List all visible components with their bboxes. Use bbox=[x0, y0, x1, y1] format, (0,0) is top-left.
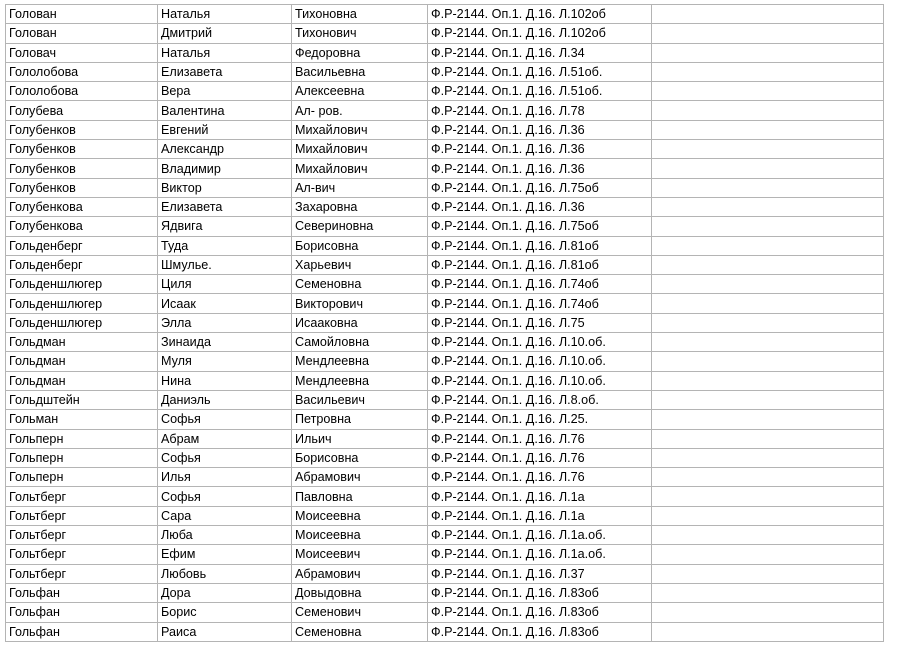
first-name-cell: Любовь bbox=[158, 564, 292, 583]
empty-cell bbox=[652, 24, 884, 43]
archive-reference-cell: Ф.Р-2144. Оп.1. Д.16. Л.34 bbox=[428, 43, 652, 62]
table-row bbox=[6, 410, 884, 429]
first-name-cell: Евгений bbox=[158, 120, 292, 139]
surname-cell: Гольтберг bbox=[6, 545, 158, 564]
archive-reference-cell: Ф.Р-2144. Оп.1. Д.16. Л.1а.об. bbox=[428, 545, 652, 564]
surname-cell: Голубева bbox=[6, 101, 158, 120]
surname-cell: Гольфан bbox=[6, 583, 158, 602]
patronymic-cell: Семеновна bbox=[292, 275, 428, 294]
first-name-cell: Елизавета bbox=[158, 197, 292, 216]
archive-reference-cell: Ф.Р-2144. Оп.1. Д.16. Л.81об bbox=[428, 236, 652, 255]
table-row bbox=[6, 603, 884, 622]
table-row bbox=[6, 333, 884, 352]
surname-cell: Гололобова bbox=[6, 82, 158, 101]
surname-cell: Гольдман bbox=[6, 333, 158, 352]
surname-cell: Гольденшлюгер bbox=[6, 275, 158, 294]
patronymic-cell: Тихоновна bbox=[292, 5, 428, 24]
patronymic-cell: Михайлович bbox=[292, 159, 428, 178]
table-row bbox=[6, 352, 884, 371]
first-name-cell: Исаак bbox=[158, 294, 292, 313]
empty-cell bbox=[652, 429, 884, 448]
archive-reference-cell: Ф.Р-2144. Оп.1. Д.16. Л.25. bbox=[428, 410, 652, 429]
empty-cell bbox=[652, 140, 884, 159]
surname-cell: Гольтберг bbox=[6, 564, 158, 583]
surname-cell: Голован bbox=[6, 24, 158, 43]
patronymic-cell: Мендлеевна bbox=[292, 352, 428, 371]
table-row bbox=[6, 468, 884, 487]
archive-reference-cell: Ф.Р-2144. Оп.1. Д.16. Л.1а bbox=[428, 506, 652, 525]
patronymic-cell: Севериновна bbox=[292, 217, 428, 236]
table-row bbox=[6, 62, 884, 81]
empty-cell bbox=[652, 487, 884, 506]
patronymic-cell: Васильевич bbox=[292, 390, 428, 409]
first-name-cell: Элла bbox=[158, 313, 292, 332]
empty-cell bbox=[652, 5, 884, 24]
patronymic-cell: Викторович bbox=[292, 294, 428, 313]
empty-cell bbox=[652, 217, 884, 236]
surname-cell: Гололобова bbox=[6, 62, 158, 81]
first-name-cell: Раиса bbox=[158, 622, 292, 641]
archive-reference-cell: Ф.Р-2144. Оп.1. Д.16. Л.102об bbox=[428, 5, 652, 24]
table-row bbox=[6, 120, 884, 139]
archive-reference-cell: Ф.Р-2144. Оп.1. Д.16. Л.83об bbox=[428, 603, 652, 622]
patronymic-cell: Ильич bbox=[292, 429, 428, 448]
table-row bbox=[6, 583, 884, 602]
patronymic-cell: Ал- ров. bbox=[292, 101, 428, 120]
archive-reference-cell: Ф.Р-2144. Оп.1. Д.16. Л.10.об. bbox=[428, 352, 652, 371]
first-name-cell: Валентина bbox=[158, 101, 292, 120]
surname-cell: Голубенкова bbox=[6, 197, 158, 216]
surname-cell: Гольперн bbox=[6, 429, 158, 448]
empty-cell bbox=[652, 352, 884, 371]
archive-reference-cell: Ф.Р-2144. Оп.1. Д.16. Л.76 bbox=[428, 468, 652, 487]
archive-reference-cell: Ф.Р-2144. Оп.1. Д.16. Л.75об bbox=[428, 178, 652, 197]
patronymic-cell: Павловна bbox=[292, 487, 428, 506]
first-name-cell: Илья bbox=[158, 468, 292, 487]
patronymic-cell: Борисовна bbox=[292, 236, 428, 255]
archive-reference-cell: Ф.Р-2144. Оп.1. Д.16. Л.37 bbox=[428, 564, 652, 583]
empty-cell bbox=[652, 62, 884, 81]
archive-records-body bbox=[6, 5, 884, 642]
first-name-cell: Наталья bbox=[158, 43, 292, 62]
table-row bbox=[6, 313, 884, 332]
patronymic-cell: Самойловна bbox=[292, 333, 428, 352]
surname-cell: Гольдман bbox=[6, 352, 158, 371]
first-name-cell: Муля bbox=[158, 352, 292, 371]
first-name-cell: Сара bbox=[158, 506, 292, 525]
first-name-cell: Ефим bbox=[158, 545, 292, 564]
empty-cell bbox=[652, 468, 884, 487]
surname-cell: Гольтберг bbox=[6, 487, 158, 506]
table-row bbox=[6, 564, 884, 583]
table-row bbox=[6, 487, 884, 506]
table-row bbox=[6, 140, 884, 159]
surname-cell: Голубенков bbox=[6, 140, 158, 159]
surname-cell: Гольдштейн bbox=[6, 390, 158, 409]
patronymic-cell: Федоровна bbox=[292, 43, 428, 62]
archive-reference-cell: Ф.Р-2144. Оп.1. Д.16. Л.36 bbox=[428, 140, 652, 159]
archive-reference-cell: Ф.Р-2144. Оп.1. Д.16. Л.76 bbox=[428, 429, 652, 448]
empty-cell bbox=[652, 294, 884, 313]
first-name-cell: Даниэль bbox=[158, 390, 292, 409]
archive-reference-cell: Ф.Р-2144. Оп.1. Д.16. Л.10.об. bbox=[428, 333, 652, 352]
empty-cell bbox=[652, 603, 884, 622]
archive-reference-cell: Ф.Р-2144. Оп.1. Д.16. Л.76 bbox=[428, 448, 652, 467]
patronymic-cell: Михайлович bbox=[292, 120, 428, 139]
first-name-cell: Абрам bbox=[158, 429, 292, 448]
archive-reference-cell: Ф.Р-2144. Оп.1. Д.16. Л.78 bbox=[428, 101, 652, 120]
surname-cell: Голубенков bbox=[6, 120, 158, 139]
empty-cell bbox=[652, 410, 884, 429]
surname-cell: Гольдман bbox=[6, 371, 158, 390]
patronymic-cell: Захаровна bbox=[292, 197, 428, 216]
surname-cell: Гольперн bbox=[6, 448, 158, 467]
empty-cell bbox=[652, 178, 884, 197]
empty-cell bbox=[652, 545, 884, 564]
table-row bbox=[6, 101, 884, 120]
empty-cell bbox=[652, 313, 884, 332]
empty-cell bbox=[652, 506, 884, 525]
surname-cell: Гольман bbox=[6, 410, 158, 429]
surname-cell: Гольденберг bbox=[6, 255, 158, 274]
patronymic-cell: Борисовна bbox=[292, 448, 428, 467]
archive-records-table bbox=[5, 4, 884, 642]
table-row bbox=[6, 622, 884, 641]
first-name-cell: Наталья bbox=[158, 5, 292, 24]
archive-reference-cell: Ф.Р-2144. Оп.1. Д.16. Л.74об bbox=[428, 294, 652, 313]
first-name-cell: Виктор bbox=[158, 178, 292, 197]
patronymic-cell: Моисеевич bbox=[292, 545, 428, 564]
patronymic-cell: Абрамович bbox=[292, 468, 428, 487]
surname-cell: Гольденшлюгер bbox=[6, 294, 158, 313]
surname-cell: Гольденшлюгер bbox=[6, 313, 158, 332]
archive-reference-cell: Ф.Р-2144. Оп.1. Д.16. Л.1а.об. bbox=[428, 526, 652, 545]
empty-cell bbox=[652, 583, 884, 602]
first-name-cell: Дмитрий bbox=[158, 24, 292, 43]
patronymic-cell: Довыдовна bbox=[292, 583, 428, 602]
table-row bbox=[6, 5, 884, 24]
patronymic-cell: Васильевна bbox=[292, 62, 428, 81]
first-name-cell: Софья bbox=[158, 487, 292, 506]
patronymic-cell: Семеновна bbox=[292, 622, 428, 641]
archive-reference-cell: Ф.Р-2144. Оп.1. Д.16. Л.74об bbox=[428, 275, 652, 294]
empty-cell bbox=[652, 197, 884, 216]
empty-cell bbox=[652, 43, 884, 62]
empty-cell bbox=[652, 564, 884, 583]
empty-cell bbox=[652, 448, 884, 467]
empty-cell bbox=[652, 101, 884, 120]
surname-cell: Головач bbox=[6, 43, 158, 62]
archive-reference-cell: Ф.Р-2144. Оп.1. Д.16. Л.36 bbox=[428, 197, 652, 216]
first-name-cell: Нина bbox=[158, 371, 292, 390]
surname-cell: Гольфан bbox=[6, 603, 158, 622]
first-name-cell: Софья bbox=[158, 410, 292, 429]
first-name-cell: Шмулье. bbox=[158, 255, 292, 274]
archive-reference-cell: Ф.Р-2144. Оп.1. Д.16. Л.81об bbox=[428, 255, 652, 274]
archive-reference-cell: Ф.Р-2144. Оп.1. Д.16. Л.8.об. bbox=[428, 390, 652, 409]
archive-reference-cell: Ф.Р-2144. Оп.1. Д.16. Л.36 bbox=[428, 120, 652, 139]
archive-reference-cell: Ф.Р-2144. Оп.1. Д.16. Л.83об bbox=[428, 583, 652, 602]
first-name-cell: Зинаида bbox=[158, 333, 292, 352]
table-row bbox=[6, 545, 884, 564]
empty-cell bbox=[652, 82, 884, 101]
archive-reference-cell: Ф.Р-2144. Оп.1. Д.16. Л.51об. bbox=[428, 62, 652, 81]
first-name-cell: Туда bbox=[158, 236, 292, 255]
table-row bbox=[6, 43, 884, 62]
patronymic-cell: Алексеевна bbox=[292, 82, 428, 101]
table-row bbox=[6, 275, 884, 294]
surname-cell: Гольтберг bbox=[6, 526, 158, 545]
empty-cell bbox=[652, 275, 884, 294]
table-row bbox=[6, 178, 884, 197]
table-row bbox=[6, 24, 884, 43]
patronymic-cell: Михайлович bbox=[292, 140, 428, 159]
table-row bbox=[6, 390, 884, 409]
empty-cell bbox=[652, 120, 884, 139]
first-name-cell: Циля bbox=[158, 275, 292, 294]
table-row bbox=[6, 82, 884, 101]
surname-cell: Гольфан bbox=[6, 622, 158, 641]
empty-cell bbox=[652, 255, 884, 274]
table-row bbox=[6, 255, 884, 274]
empty-cell bbox=[652, 526, 884, 545]
table-row bbox=[6, 506, 884, 525]
table-row bbox=[6, 217, 884, 236]
archive-reference-cell: Ф.Р-2144. Оп.1. Д.16. Л.75 bbox=[428, 313, 652, 332]
surname-cell: Голован bbox=[6, 5, 158, 24]
first-name-cell: Люба bbox=[158, 526, 292, 545]
patronymic-cell: Петровна bbox=[292, 410, 428, 429]
patronymic-cell: Мендлеевна bbox=[292, 371, 428, 390]
empty-cell bbox=[652, 371, 884, 390]
first-name-cell: Ядвига bbox=[158, 217, 292, 236]
patronymic-cell: Моисеевна bbox=[292, 506, 428, 525]
first-name-cell: Вера bbox=[158, 82, 292, 101]
table-row bbox=[6, 526, 884, 545]
table-row bbox=[6, 159, 884, 178]
empty-cell bbox=[652, 390, 884, 409]
surname-cell: Голубенков bbox=[6, 159, 158, 178]
patronymic-cell: Семенович bbox=[292, 603, 428, 622]
patronymic-cell: Ал-вич bbox=[292, 178, 428, 197]
empty-cell bbox=[652, 622, 884, 641]
archive-reference-cell: Ф.Р-2144. Оп.1. Д.16. Л.75об bbox=[428, 217, 652, 236]
surname-cell: Гольденберг bbox=[6, 236, 158, 255]
empty-cell bbox=[652, 333, 884, 352]
archive-reference-cell: Ф.Р-2144. Оп.1. Д.16. Л.1а bbox=[428, 487, 652, 506]
surname-cell: Голубенков bbox=[6, 178, 158, 197]
table-row bbox=[6, 236, 884, 255]
first-name-cell: Елизавета bbox=[158, 62, 292, 81]
first-name-cell: Владимир bbox=[158, 159, 292, 178]
table-row bbox=[6, 294, 884, 313]
table-row bbox=[6, 448, 884, 467]
surname-cell: Гольтберг bbox=[6, 506, 158, 525]
first-name-cell: Борис bbox=[158, 603, 292, 622]
surname-cell: Голубенкова bbox=[6, 217, 158, 236]
table-row bbox=[6, 371, 884, 390]
archive-reference-cell: Ф.Р-2144. Оп.1. Д.16. Л.10.об. bbox=[428, 371, 652, 390]
first-name-cell: Дора bbox=[158, 583, 292, 602]
patronymic-cell: Исааковна bbox=[292, 313, 428, 332]
patronymic-cell: Тихонович bbox=[292, 24, 428, 43]
archive-reference-cell: Ф.Р-2144. Оп.1. Д.16. Л.51об. bbox=[428, 82, 652, 101]
first-name-cell: Александр bbox=[158, 140, 292, 159]
archive-reference-cell: Ф.Р-2144. Оп.1. Д.16. Л.83об bbox=[428, 622, 652, 641]
first-name-cell: Софья bbox=[158, 448, 292, 467]
archive-reference-cell: Ф.Р-2144. Оп.1. Д.16. Л.36 bbox=[428, 159, 652, 178]
patronymic-cell: Харьевич bbox=[292, 255, 428, 274]
table-row bbox=[6, 197, 884, 216]
empty-cell bbox=[652, 159, 884, 178]
archive-reference-cell: Ф.Р-2144. Оп.1. Д.16. Л.102об bbox=[428, 24, 652, 43]
table-row bbox=[6, 429, 884, 448]
patronymic-cell: Моисеевна bbox=[292, 526, 428, 545]
patronymic-cell: Абрамович bbox=[292, 564, 428, 583]
empty-cell bbox=[652, 236, 884, 255]
surname-cell: Гольперн bbox=[6, 468, 158, 487]
